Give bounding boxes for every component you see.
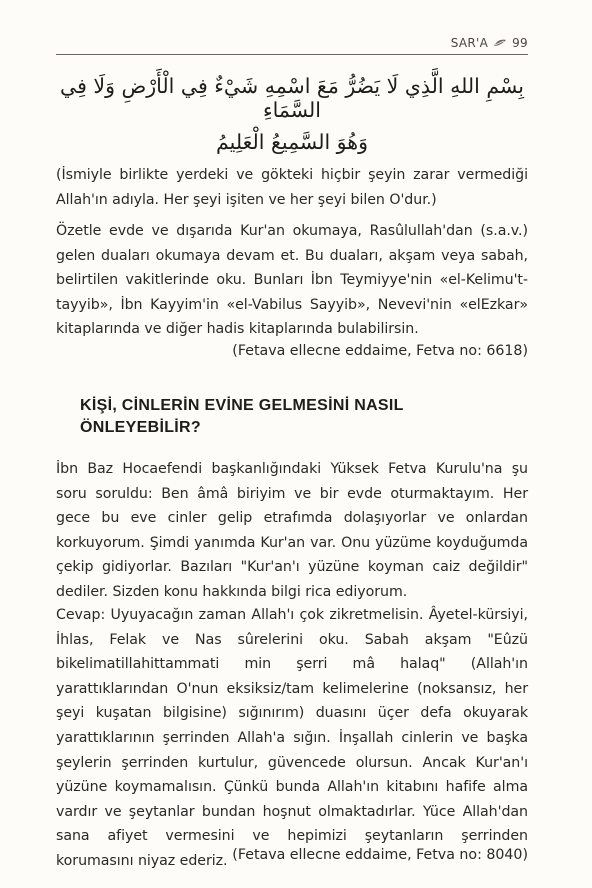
book-title: SAR'A xyxy=(450,36,489,50)
running-header xyxy=(56,36,528,55)
translation-paragraph: (İsmiyle birlikte yerdeki ve gökteki hiçbir şeyin zarar vermediği Allah'ın adıyla. Her şeyi işiten ve her şeyi bilen O'dur.) xyxy=(56,167,528,208)
arabic-dua-line-1: بِسْمِ اللهِ الَّذِي لَا يَضُرُّ مَعَ اسْمِهِ شَيْءٌ فِي الْأَرْضِ وَلَا فِي السَّمَاءِ xyxy=(59,74,524,122)
header-right xyxy=(451,36,528,50)
question-paragraph: İbn Baz Hocaefendi başkanlığındaki Yüksek Fetva Kurulu'na şu soru soruldu: Ben âmâ biriyim ve bir evde oturmaktayım. Her gece bu eve cinler gelip etrafımda dolaşıyorlar ve onlardan korkuyorum. Şimdi yanımda Kur'an var. Onu yüzüme koyduğumda çekip gidiyorlar. Bazıları "Kur'an'ı yüzüne koyman caiz değildir" dediler. Sizden konu hakkında bilgi rica ediyorum. xyxy=(56,461,528,600)
answer-paragraph: Cevap: Uyuyacağın zaman Allah'ı çok zikretmelisin. Âyetel-kürsiyi, İhlas, Felak ve Nas sûrelerini oku. Sabah akşam "Eûzü bikelimatillahittammati min şerri mâ halaq" (Allah'ın yarattıklarından O'nun eksiksiz/tam kelimelerine (noksansız, her şeyi kuşatan bilgisine) sığınırım) duasını üçer defa okuyarak yarattıklarının şerrinden Allah'a sığın. İnşallah cinlerin ve başka şeylerin şerrinden kurtulur, güvencede olursun. Ancak Kur'an'ı yüzüne koymamalısın. Çünkü bunda Allah'ın kitabını hafife alma vardır ve şeytanlar bundan hoşnut olmaktadırlar. Yüce Allah'dan sana afiyet vermesini ve hepimizi şeytanların şerrinden korumasını niyaz ederiz. xyxy=(56,607,528,869)
summary-paragraph: Özetle evde ve dışarıda Kur'an okumaya, Rasûlullah'dan (s.a.v.) gelen duaları okumaya devam et. Bu duaları, akşam veya sabah, belirtilen vakitlerinde oku. Bunları İbn Teymiyye'nin «el-Kelimu't-tayyib», İbn Kayyim'in «el-Vabilus Sayyib», Nevevi'nin «elEzkar» kitaplarında ve diğer hadis kitaplarında bulabilirsin. xyxy=(56,223,528,338)
section-heading: KİŞİ, CİNLERİN EVİNE GELMESİNİ NASIL ÖNLEYEBİLİR? xyxy=(80,397,404,436)
source-citation-2: (Fetava ellecne eddaime, Fetva no: 8040) xyxy=(232,847,528,863)
page-number: 99 xyxy=(512,36,528,50)
arabic-dua-line-2: وَهُوَ السَّمِيعُ الْعَلِيمُ xyxy=(216,130,368,154)
source-citation-1: (Fetava ellecne eddaime, Fetva no: 6618) xyxy=(232,343,528,359)
leaf-ornament-icon xyxy=(493,38,507,48)
